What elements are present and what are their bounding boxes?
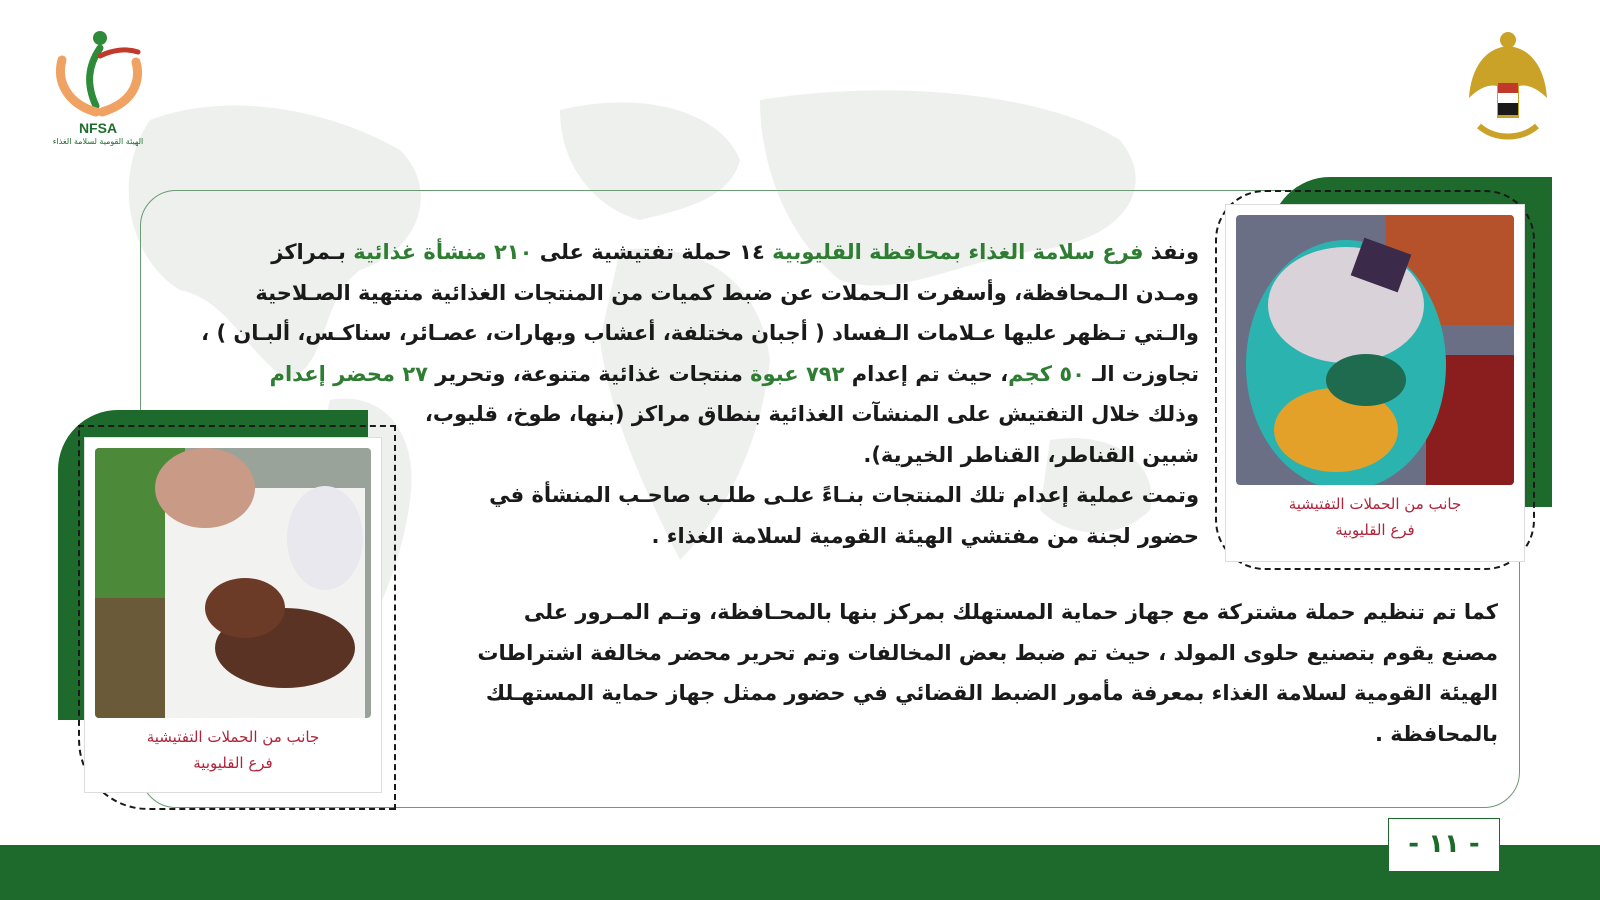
egypt-eagle-emblem-icon bbox=[1465, 28, 1551, 148]
nfsa-name: NFSA bbox=[78, 120, 118, 136]
text-line: الهيئة القومية لسلامة الغذاء بمعرفة مأمور الضبط القضائي في حضور ممثل جهاز حماية المستهـلك bbox=[485, 681, 1498, 705]
highlight-branch: فرع سلامة الغذاء بمحافظة القليوبية bbox=[772, 240, 1144, 264]
text-line: كما تم تنظيم حملة مشتركة مع جهاز حماية المستهلك بمركز بنها بالمحـافظة، وتـم المـرور على bbox=[523, 600, 1498, 624]
photo-card-right bbox=[1226, 205, 1524, 561]
caption-line: جانب من الحملات التفتيشية bbox=[1288, 495, 1462, 513]
nfsa-logo bbox=[40, 26, 156, 156]
text-line: وتمت عملية إعدام تلك المنتجات بنـاءً علـى طلـب صاحـب المنشأة في bbox=[489, 483, 1199, 507]
paragraph-inspection-campaigns bbox=[184, 232, 1199, 556]
page-number: - ١١ - bbox=[1388, 818, 1500, 872]
highlight-weight: ٥٠ كجم bbox=[1008, 361, 1085, 386]
nfsa-subtitle: الهيئة القومية لسلامة الغذاء bbox=[52, 137, 144, 146]
text-line: بالمحافظة . bbox=[1375, 721, 1498, 746]
caption-line: فرع القليوبية bbox=[1335, 521, 1415, 539]
caption-line: جانب من الحملات التفتيشية bbox=[146, 728, 320, 746]
text-line: ونفذ فرع سلامة الغذاء بمحافظة القليوبية ١٤ حملة تفتيشية على ٢١٠ منشأة غذائية بـمراكز bbox=[271, 240, 1199, 264]
highlight-reports: ٢٧ محضر إعدام bbox=[269, 361, 428, 386]
text-line: مصنع يقوم بتصنيع حلوى المولد ، حيث تم ضبط بعض المخالفات وتم تحرير محضر مخالفة اشتراطات bbox=[477, 640, 1498, 665]
text-line: شبين القناطر، القناطر الخيرية). bbox=[863, 442, 1199, 467]
text-line: ومـدن الـمحافظة، وأسفرت الـحملات عن ضبط كميات من المنتجات الغذائية منتهية الصـلاحية bbox=[255, 280, 1199, 305]
text-line: تجاوزت الـ ٥٠ كجم، حيث تم إعدام ٧٩٢ عبوة منتجات غذائية متنوعة، وتحرير ٢٧ محضر إعدام bbox=[269, 361, 1199, 386]
caption-line: فرع القليوبية bbox=[193, 754, 273, 772]
footer-bar bbox=[0, 845, 1600, 900]
highlight-packages: ٧٩٢ عبوة bbox=[750, 361, 845, 386]
highlight-facilities: ٢١٠ منشأة غذائية bbox=[353, 240, 533, 264]
text-line: والـتي تـظهر عليها عـلامات الـفساد ( أجبان مختلفة، أعشاب وبهارات، عصـائر، سناكـس، ألبـان ) ، bbox=[201, 321, 1199, 345]
photo-caption-left bbox=[95, 724, 371, 776]
inspection-photo-confiscated-food bbox=[1236, 215, 1514, 485]
text-line: وذلك خلال التفتيش على المنشآت الغذائية بنطاق مراكز (بنها، طوخ، قليوب، bbox=[424, 402, 1199, 426]
paragraph-joint-campaign bbox=[418, 592, 1498, 754]
nfsa-hands-icon bbox=[48, 26, 148, 118]
text-line: حضور لجنة من مفتشي الهيئة القومية لسلامة الغذاء . bbox=[651, 523, 1199, 548]
photo-caption-right bbox=[1236, 491, 1514, 543]
